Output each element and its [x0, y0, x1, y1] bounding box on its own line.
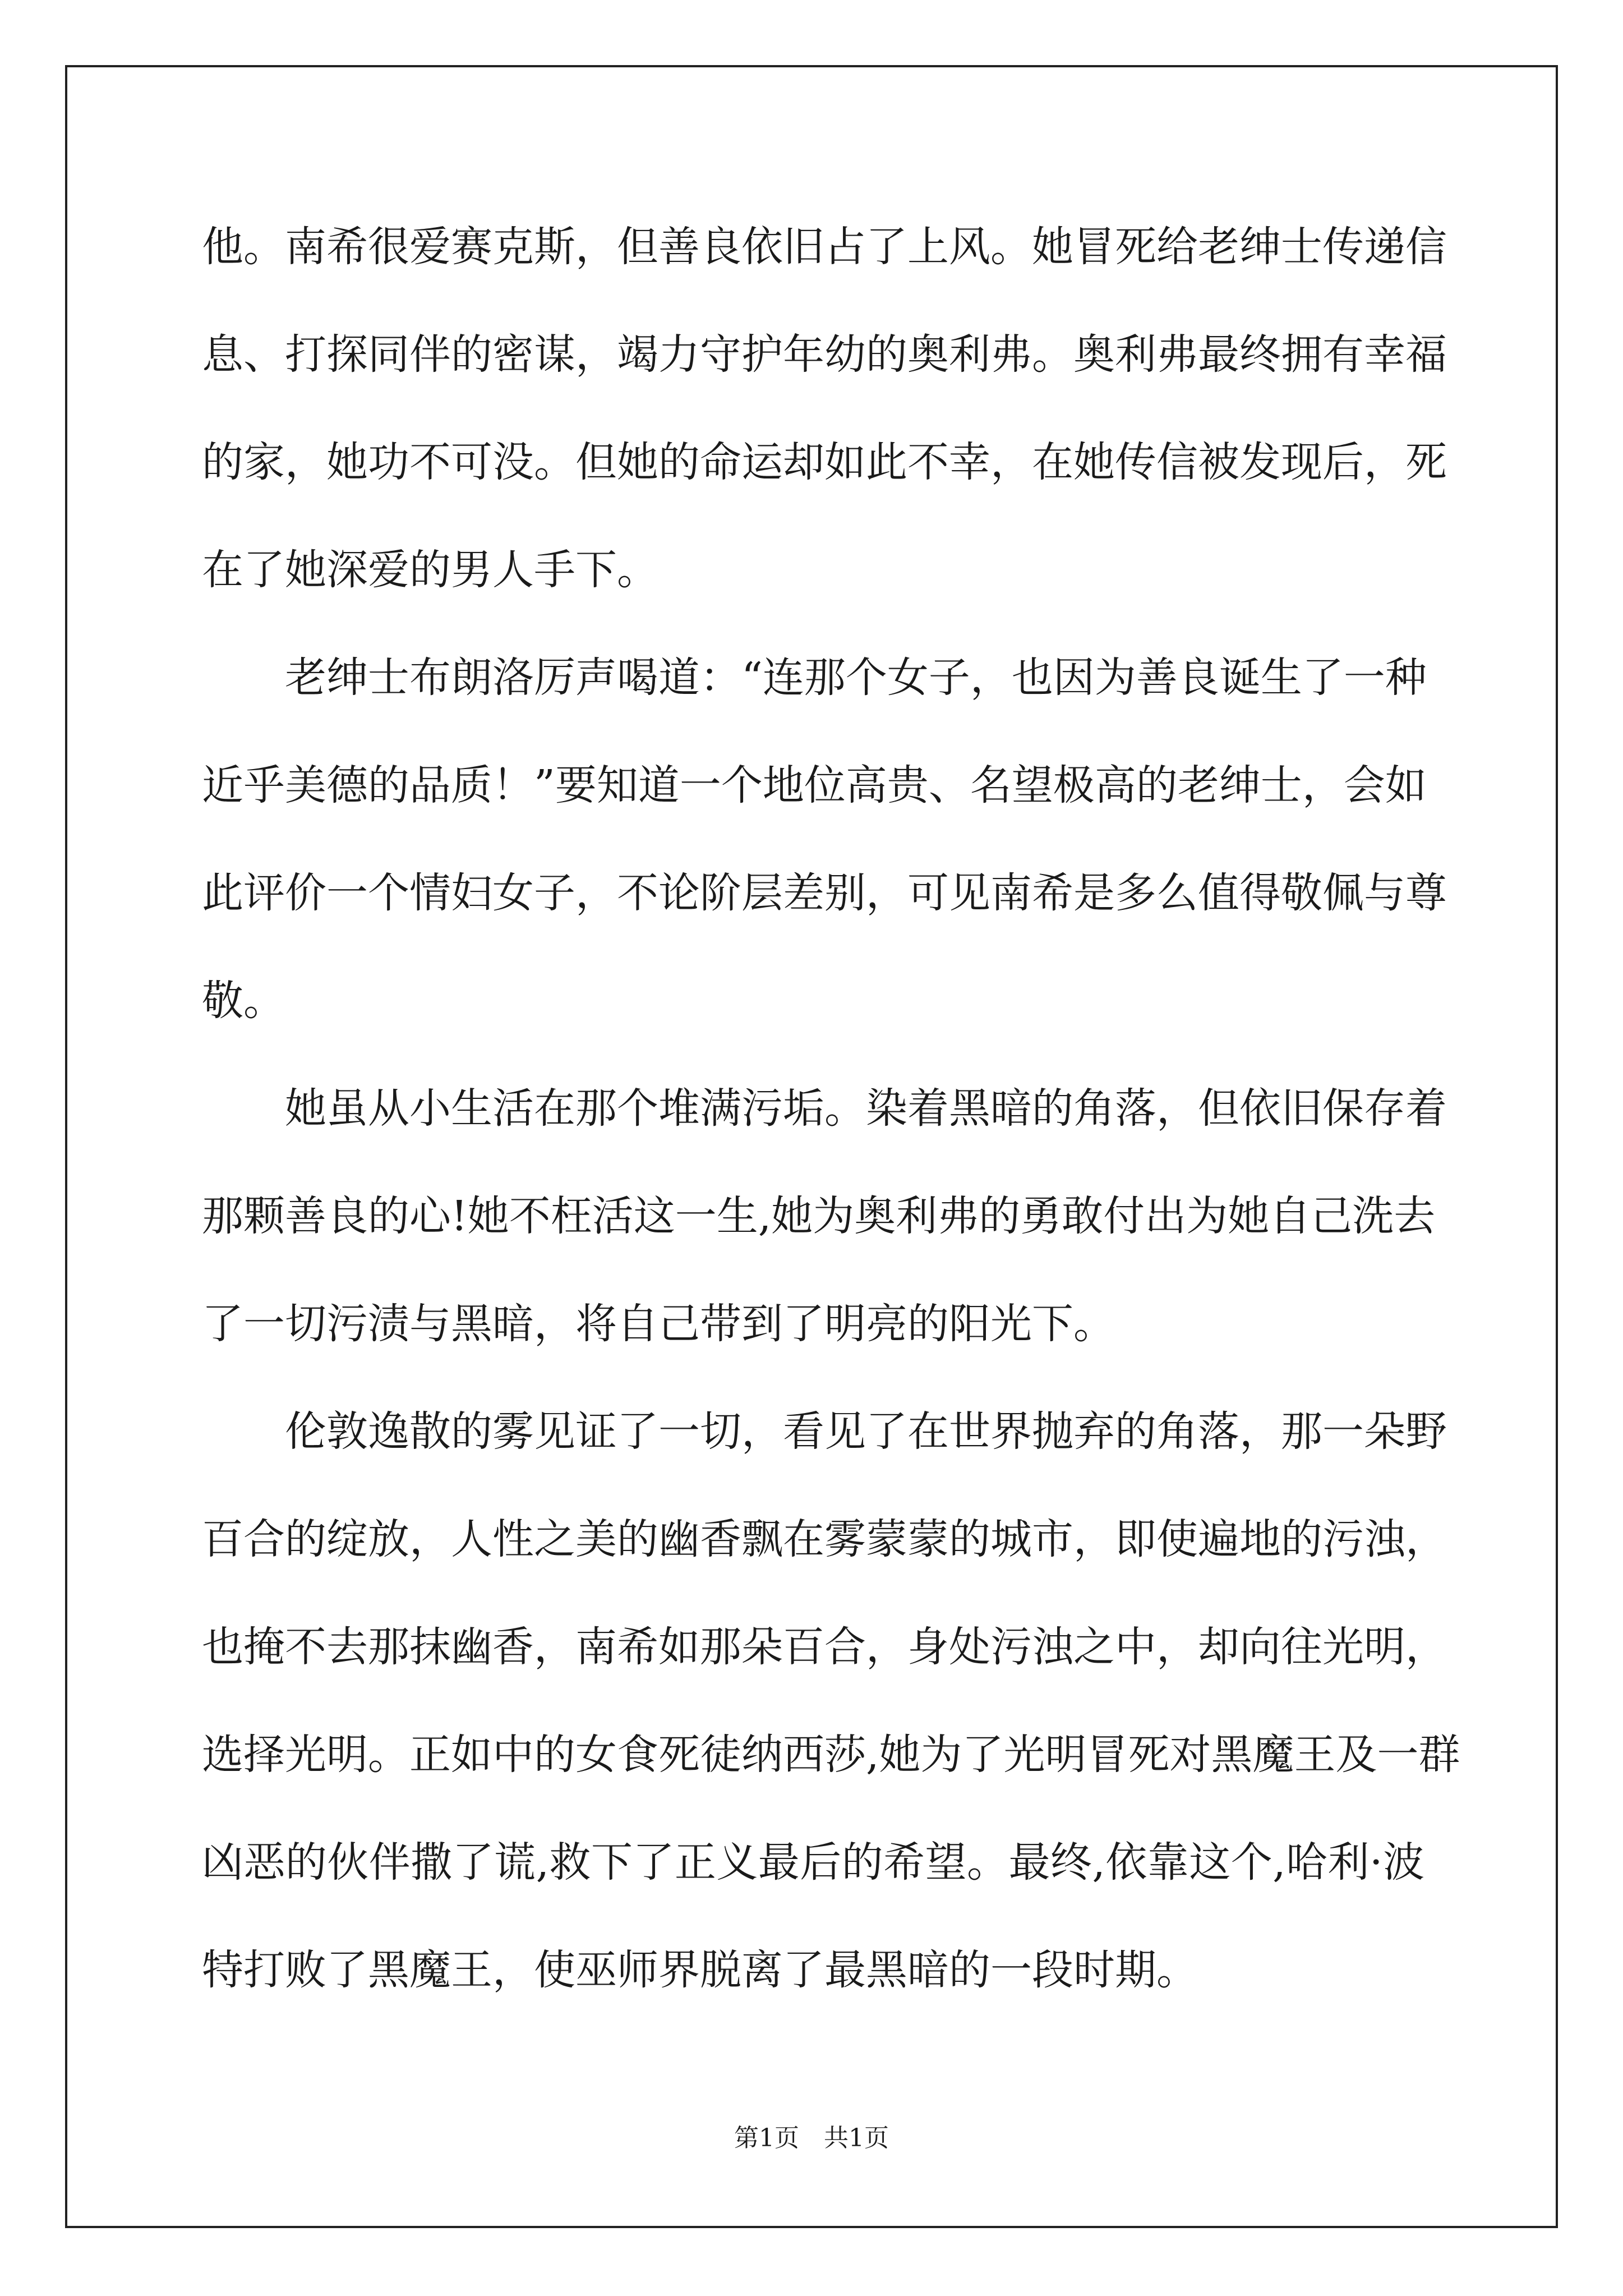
text-line: 那颗善良的心!她不枉活这一生,她为奥利弗的勇敢付出为她自己洗去 — [202, 1192, 1436, 1240]
page-border — [65, 65, 1558, 2228]
text-line: 选择光明。正如中的女食死徒纳西莎,她为了光明冒死对黑魔王及一群 — [202, 1731, 1460, 1779]
text-line: 百合的绽放，人性之美的幽香飘在雾蒙蒙的城市，即使遍地的污浊， — [202, 1515, 1447, 1563]
text-line: 凶恶的伙伴撒了谎,救下了正义最后的希望。最终,依靠这个,哈利·波 — [202, 1838, 1424, 1887]
text-line: 老绅士布朗洛厉声喝道：“连那个女子，也因为善良诞生了一种 — [285, 654, 1427, 702]
text-line: 敬。 — [202, 977, 285, 1025]
text-line: 此评价一个情妇女子，不论阶层差别，可见南希是多么值得敬佩与尊 — [202, 869, 1447, 917]
text-line: 了一切污渍与黑暗，将自己带到了明亮的阳光下。 — [202, 1300, 1115, 1348]
text-line: 息、打探同伴的密谋，竭力守护年幼的奥利弗。奥利弗最终拥有幸福 — [202, 330, 1447, 379]
page-number-footer: 第1页 共1页 — [734, 2124, 889, 2152]
text-line: 也掩不去那抹幽香，南希如那朵百合，身处污浊之中，却向往光明， — [202, 1623, 1447, 1671]
text-line: 在了她深爱的男人手下。 — [202, 546, 658, 594]
text-line: 伦敦逸散的雾见证了一切，看见了在世界抛弃的角落，那一朵野 — [285, 1407, 1447, 1456]
text-line: 近乎美德的品质！”要知道一个地位高贵、名望极高的老绅士，会如 — [202, 761, 1427, 809]
text-line: 特打败了黑魔王，使巫师界脱离了最黑暗的一段时期。 — [202, 1946, 1198, 1994]
text-line: 她虽从小生活在那个堆满污垢。染着黑暗的角落，但依旧保存着 — [285, 1084, 1447, 1133]
text-line: 的家，她功不可没。但她的命运却如此不幸，在她传信被发现后，死 — [202, 438, 1447, 486]
text-line: 他。南希很爱赛克斯，但善良依旧占了上风。她冒死给老绅士传递信 — [202, 223, 1447, 271]
